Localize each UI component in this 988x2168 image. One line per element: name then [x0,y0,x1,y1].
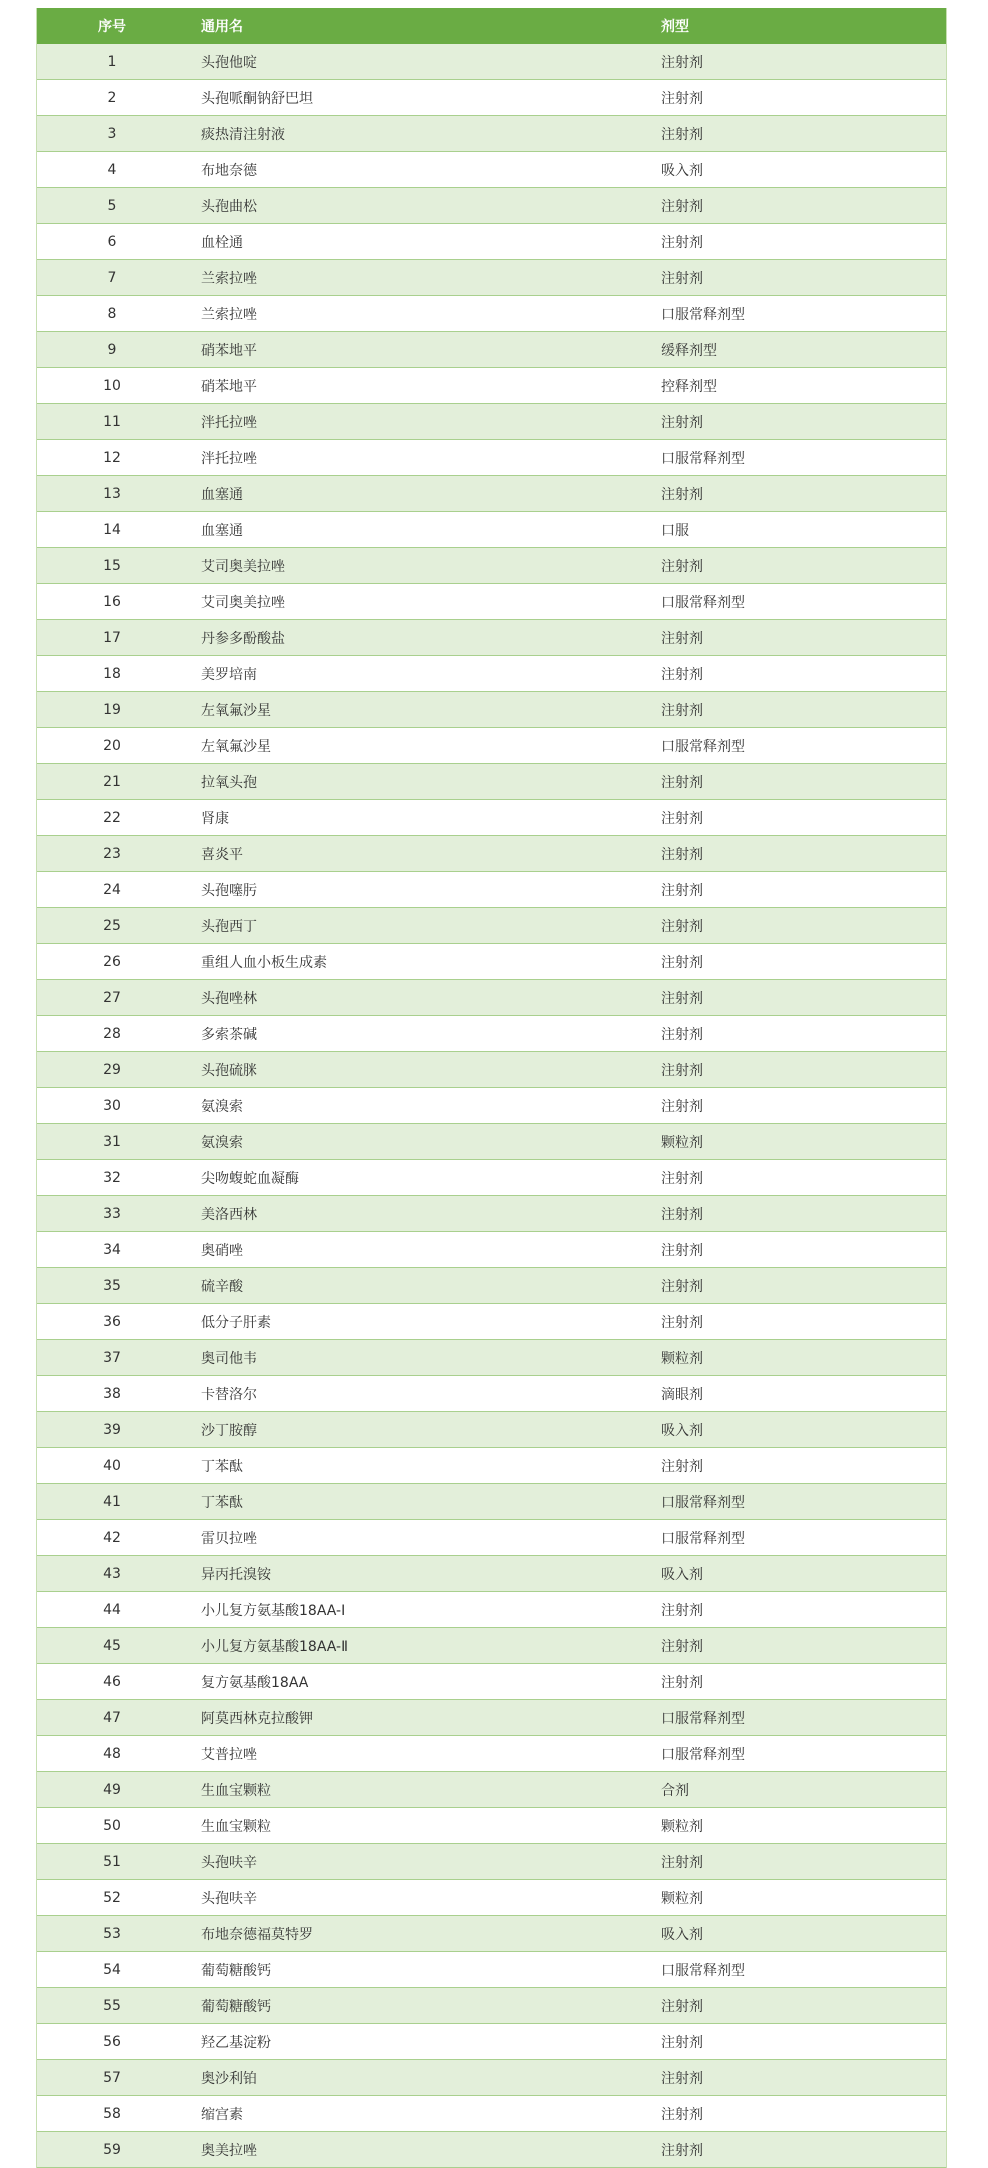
table-row [37,368,946,404]
row-name-cell: 复方氨基酸18AA [201,1674,309,1691]
row-index-cell: 1 [107,53,117,70]
row-form-cell: 吸入剂 [661,1566,703,1583]
row-name-cell: 头孢呋辛 [201,1890,257,1907]
table-row [37,1268,946,1304]
table-row [37,1376,946,1412]
table-header-row [37,8,946,44]
row-index-cell: 46 [103,1673,121,1690]
row-name-cell: 美罗培南 [201,666,257,683]
row-index-cell: 9 [107,341,117,358]
row-name-cell: 左氧氟沙星 [201,702,271,719]
row-index-cell: 51 [103,1853,121,1870]
row-name-cell: 低分子肝素 [201,1314,271,1331]
row-name-cell: 阿莫西林克拉酸钾 [201,1710,313,1727]
table-row [37,1880,946,1916]
row-index-cell: 43 [103,1565,121,1582]
row-index-cell: 13 [103,485,121,502]
row-form-cell: 注射剂 [661,1062,703,1079]
row-index-cell: 6 [107,233,117,250]
table-row [37,1196,946,1232]
row-index-cell: 23 [103,845,121,862]
row-index-cell: 36 [103,1313,121,1330]
row-index-cell: 31 [103,1133,121,1150]
row-form-cell: 注射剂 [661,1458,703,1475]
row-index-cell: 57 [103,2069,121,2086]
row-form-cell: 注射剂 [661,234,703,251]
row-index-cell: 33 [103,1205,121,1222]
table-row [37,80,946,116]
table-row [37,1340,946,1376]
row-name-cell: 头孢西丁 [201,918,257,935]
row-index-cell: 11 [103,413,121,430]
table-row [37,1916,946,1952]
row-name-cell: 奥硝唑 [201,1242,243,1259]
row-index-cell: 17 [103,629,121,646]
row-form-cell: 注射剂 [661,1242,703,1259]
row-name-cell: 缩宫素 [201,2106,243,2123]
row-form-cell: 注射剂 [661,270,703,287]
row-index-cell: 16 [103,593,121,610]
table-row [37,1052,946,1088]
row-name-cell: 葡萄糖酸钙 [201,1998,271,2015]
row-name-cell: 小儿复方氨基酸18AA-Ⅱ [201,1638,348,1655]
table-row [37,908,946,944]
table-row [37,1520,946,1556]
row-name-cell: 氨溴索 [201,1098,243,1115]
row-name-cell: 血栓通 [201,234,243,251]
row-form-cell: 注射剂 [661,486,703,503]
row-form-cell: 注射剂 [661,1206,703,1223]
row-form-cell: 颗粒剂 [661,1350,703,1367]
row-form-cell: 口服常释剂型 [661,1746,745,1763]
row-form-cell: 吸入剂 [661,1422,703,1439]
row-name-cell: 羟乙基淀粉 [201,2034,271,2051]
table-row [37,1160,946,1196]
row-name-cell: 泮托拉唑 [201,414,257,431]
row-form-cell: 注射剂 [661,810,703,827]
row-form-cell: 口服常释剂型 [661,306,745,323]
row-form-cell: 注射剂 [661,702,703,719]
row-name-cell: 艾普拉唑 [201,1746,257,1763]
header-index: 序号 [98,18,126,35]
header-name: 通用名 [201,18,243,35]
row-form-cell: 控释剂型 [661,378,717,395]
table-row [37,332,946,368]
row-index-cell: 42 [103,1529,121,1546]
row-form-cell: 口服常释剂型 [661,1962,745,1979]
table-row [37,44,946,80]
row-name-cell: 小儿复方氨基酸18AA-Ⅰ [201,1602,346,1619]
row-index-cell: 38 [103,1385,121,1402]
row-name-cell: 硝苯地平 [201,342,257,359]
row-form-cell: 注射剂 [661,2106,703,2123]
row-form-cell: 注射剂 [661,54,703,71]
table-row [37,188,946,224]
table-row [37,2096,946,2132]
row-name-cell: 丹参多酚酸盐 [201,630,285,647]
row-index-cell: 54 [103,1961,121,1978]
row-form-cell: 注射剂 [661,1674,703,1691]
row-name-cell: 血塞通 [201,522,243,539]
row-form-cell: 注射剂 [661,954,703,971]
row-form-cell: 颗粒剂 [661,1134,703,1151]
table-row [37,764,946,800]
row-name-cell: 头孢硫脒 [201,1062,257,1079]
row-index-cell: 27 [103,989,121,1006]
table-row [37,1484,946,1520]
row-form-cell: 注射剂 [661,90,703,107]
table-row [37,1664,946,1700]
row-form-cell: 注射剂 [661,1098,703,1115]
row-form-cell: 注射剂 [661,918,703,935]
table-row [37,1700,946,1736]
table-row [37,1124,946,1160]
table-row [37,260,946,296]
row-index-cell: 15 [103,557,121,574]
row-index-cell: 8 [107,305,117,322]
table-row [37,836,946,872]
row-index-cell: 40 [103,1457,121,1474]
row-form-cell: 吸入剂 [661,162,703,179]
row-name-cell: 拉氧头孢 [201,774,257,791]
row-form-cell: 注射剂 [661,1026,703,1043]
row-form-cell: 注射剂 [661,2070,703,2087]
row-index-cell: 12 [103,449,121,466]
table-row [37,620,946,656]
row-index-cell: 24 [103,881,121,898]
row-form-cell: 注射剂 [661,1602,703,1619]
table-row [37,1952,946,1988]
row-index-cell: 49 [103,1781,121,1798]
table-row [37,476,946,512]
row-index-cell: 34 [103,1241,121,1258]
row-form-cell: 注射剂 [661,666,703,683]
row-form-cell: 注射剂 [661,1854,703,1871]
row-name-cell: 奥美拉唑 [201,2142,257,2159]
row-index-cell: 41 [103,1493,121,1510]
row-index-cell: 3 [107,125,117,142]
row-index-cell: 21 [103,773,121,790]
table-row [37,1232,946,1268]
row-form-cell: 注射剂 [661,1170,703,1187]
row-name-cell: 尖吻蝮蛇血凝酶 [201,1170,299,1187]
row-form-cell: 注射剂 [661,198,703,215]
row-form-cell: 注射剂 [661,126,703,143]
table-row [37,2024,946,2060]
row-form-cell: 注射剂 [661,846,703,863]
table-row [37,656,946,692]
row-index-cell: 58 [103,2105,121,2122]
table-row [37,1448,946,1484]
row-name-cell: 硫辛酸 [201,1278,243,1295]
row-index-cell: 45 [103,1637,121,1654]
row-name-cell: 奥司他韦 [201,1350,257,1367]
row-name-cell: 美洛西林 [201,1206,257,1223]
table-row [37,1304,946,1340]
row-form-cell: 注射剂 [661,1278,703,1295]
drug-table [36,8,947,2168]
row-index-cell: 32 [103,1169,121,1186]
table-row [37,152,946,188]
row-name-cell: 卡替洛尔 [201,1386,257,1403]
row-form-cell: 注射剂 [661,558,703,575]
table-row [37,2060,946,2096]
row-index-cell: 4 [107,161,117,178]
row-form-cell: 口服常释剂型 [661,738,745,755]
row-index-cell: 25 [103,917,121,934]
row-index-cell: 14 [103,521,121,538]
row-name-cell: 硝苯地平 [201,378,257,395]
table-row [37,1412,946,1448]
row-index-cell: 5 [107,197,117,214]
table-row [37,692,946,728]
row-name-cell: 葡萄糖酸钙 [201,1962,271,1979]
table-row [37,872,946,908]
row-index-cell: 55 [103,1997,121,2014]
table-row [37,584,946,620]
row-name-cell: 血塞通 [201,486,243,503]
table-row [37,1808,946,1844]
row-form-cell: 口服常释剂型 [661,1530,745,1547]
row-form-cell: 注射剂 [661,2034,703,2051]
table-row [37,116,946,152]
row-form-cell: 注射剂 [661,1638,703,1655]
row-form-cell: 颗粒剂 [661,1818,703,1835]
table-body [37,44,946,2168]
row-index-cell: 39 [103,1421,121,1438]
row-name-cell: 头孢哌酮钠舒巴坦 [201,90,313,107]
row-form-cell: 注射剂 [661,774,703,791]
row-index-cell: 47 [103,1709,121,1726]
row-index-cell: 59 [103,2141,121,2158]
row-name-cell: 艾司奥美拉唑 [201,594,285,611]
row-form-cell: 吸入剂 [661,1926,703,1943]
row-index-cell: 18 [103,665,121,682]
row-name-cell: 痰热清注射液 [201,126,285,143]
row-name-cell: 布地奈德福莫特罗 [201,1926,313,1943]
row-name-cell: 布地奈德 [201,162,257,179]
row-index-cell: 2 [107,89,117,106]
row-index-cell: 30 [103,1097,121,1114]
table-row [37,980,946,1016]
row-name-cell: 氨溴索 [201,1134,243,1151]
row-form-cell: 口服常释剂型 [661,1494,745,1511]
table-row [37,548,946,584]
table-row [37,728,946,764]
row-form-cell: 缓释剂型 [661,342,717,359]
row-name-cell: 异丙托溴铵 [201,1566,271,1583]
row-form-cell: 颗粒剂 [661,1890,703,1907]
row-form-cell: 口服常释剂型 [661,594,745,611]
row-form-cell: 合剂 [661,1782,689,1799]
row-form-cell: 注射剂 [661,1998,703,2015]
row-index-cell: 7 [107,269,117,286]
table-row [37,512,946,548]
table-row [37,1736,946,1772]
row-index-cell: 28 [103,1025,121,1042]
table-row [37,2132,946,2168]
row-index-cell: 22 [103,809,121,826]
row-index-cell: 48 [103,1745,121,1762]
row-name-cell: 头孢曲松 [201,198,257,215]
row-name-cell: 重组人血小板生成素 [201,954,327,971]
header-form: 剂型 [661,18,689,35]
row-form-cell: 滴眼剂 [661,1386,703,1403]
row-name-cell: 喜炎平 [201,846,243,863]
table-row [37,296,946,332]
row-name-cell: 丁苯酞 [201,1458,243,1475]
row-index-cell: 50 [103,1817,121,1834]
row-name-cell: 奥沙利铂 [201,2070,257,2087]
row-index-cell: 20 [103,737,121,754]
table-row [37,1772,946,1808]
row-index-cell: 37 [103,1349,121,1366]
row-form-cell: 口服常释剂型 [661,450,745,467]
row-name-cell: 兰索拉唑 [201,270,257,287]
row-name-cell: 泮托拉唑 [201,450,257,467]
row-form-cell: 注射剂 [661,414,703,431]
row-name-cell: 雷贝拉唑 [201,1530,257,1547]
row-form-cell: 注射剂 [661,630,703,647]
table-row [37,1088,946,1124]
table-row [37,1556,946,1592]
row-form-cell: 注射剂 [661,1314,703,1331]
row-index-cell: 29 [103,1061,121,1078]
row-index-cell: 56 [103,2033,121,2050]
row-index-cell: 35 [103,1277,121,1294]
row-index-cell: 44 [103,1601,121,1618]
table-row [37,1844,946,1880]
table-row [37,1016,946,1052]
table-row [37,800,946,836]
table-row [37,404,946,440]
row-index-cell: 52 [103,1889,121,1906]
row-name-cell: 头孢他啶 [201,54,257,71]
table-row [37,440,946,476]
row-name-cell: 艾司奥美拉唑 [201,558,285,575]
row-form-cell: 注射剂 [661,990,703,1007]
row-name-cell: 头孢呋辛 [201,1854,257,1871]
row-name-cell: 左氧氟沙星 [201,738,271,755]
table-row [37,1988,946,2024]
row-name-cell: 生血宝颗粒 [201,1818,271,1835]
row-form-cell: 口服常释剂型 [661,1710,745,1727]
row-name-cell: 沙丁胺醇 [201,1422,257,1439]
row-name-cell: 头孢唑林 [201,990,257,1007]
row-form-cell: 口服 [661,522,689,539]
row-form-cell: 注射剂 [661,882,703,899]
table-row [37,1628,946,1664]
row-name-cell: 多索茶碱 [201,1026,257,1043]
row-form-cell: 注射剂 [661,2142,703,2159]
row-name-cell: 肾康 [201,810,229,827]
table-row [37,944,946,980]
row-name-cell: 生血宝颗粒 [201,1782,271,1799]
table-row [37,1592,946,1628]
row-name-cell: 头孢噻肟 [201,882,257,899]
row-index-cell: 26 [103,953,121,970]
row-name-cell: 丁苯酞 [201,1494,243,1511]
row-index-cell: 19 [103,701,121,718]
table-row [37,224,946,260]
row-index-cell: 53 [103,1925,121,1942]
row-index-cell: 10 [103,377,121,394]
row-name-cell: 兰索拉唑 [201,306,257,323]
